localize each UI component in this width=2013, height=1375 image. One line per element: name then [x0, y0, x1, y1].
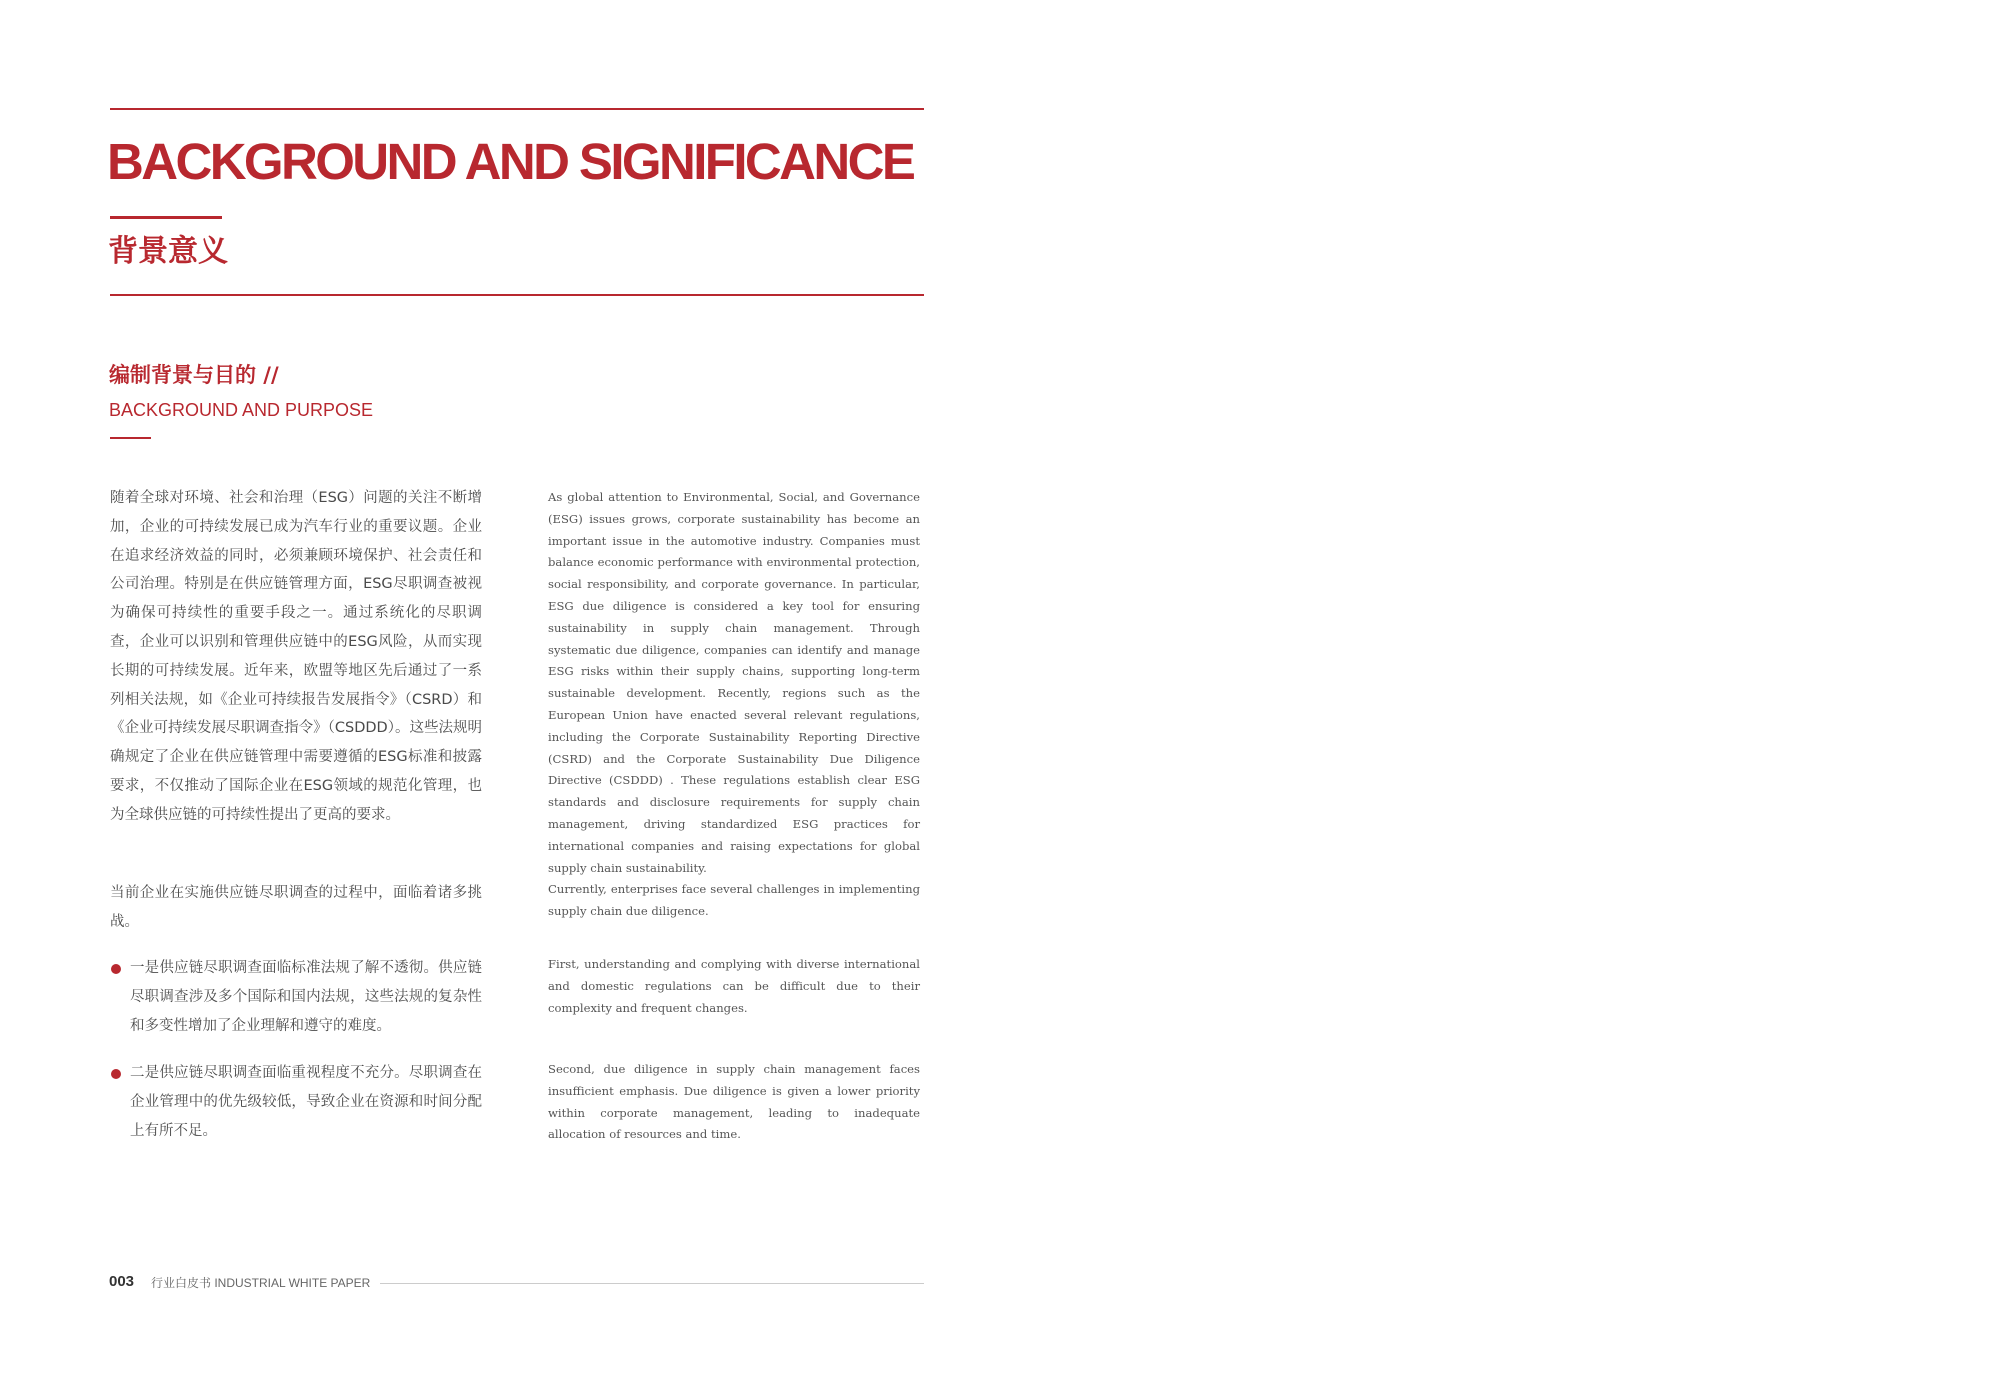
page-subtitle-cn: 背景意义 [108, 234, 228, 269]
footer-label: 行业白皮书 INDUSTRIAL WHITE PAPER [151, 1276, 371, 1290]
bullet-dot [111, 964, 121, 974]
intro-paragraph-en: As global attention to Environmental, Social, and Governance (ESG) issues grows, corporate sustainability has become an important issue in the automotive industry. Companies must balance economic performance with environmental protection, social responsibility, and corporate governance. In particular, ESG due diligence is considered a key tool for ensuring sustainability in supply chain management. Through systematic due diligence, companies can identify and manage ESG risks within their supply chains, supporting long-term sustainable development. Recently, regions such as the European Union have enacted several relevant regulations, including the Corporate Sustainability Reporting Directive (CSRD) and the Corporate Sustainability Due Diligence Directive (CSDDD) . These regulations establish clear ESG standards and disclosure requirements for supply chain management, driving standardized ESG practices for international companies and raising expectations for global supply chain sustainability. [548, 490, 920, 875]
challenges-paragraph-cn: 当前企业在实施供应链尽职调查的过程中，面临着诸多挑战。 [110, 885, 482, 930]
bullet-1-cn: 一是供应链尽职调查面临标准法规了解不透彻。供应链尽职调查涉及多个国际和国内法规，这些法规的复杂性和多变性增加了企业理解和遵守的难度。 [130, 960, 482, 1034]
footer-rule [380, 1283, 924, 1284]
section-title-en: BACKGROUND AND PURPOSE [109, 400, 374, 420]
section-underline [110, 437, 151, 439]
bullet-1-en: First, understanding and complying with diverse international and domestic regulations can be difficult due to their complexity and frequent changes. [548, 957, 920, 1015]
intro-paragraph-cn: 随着全球对环境、社会和治理（ESG）问题的关注不断增加，企业的可持续发展已成为汽车行业的重要议题。企业在追求经济效益的同时，必须兼顾环境保护、社会责任和公司治理。特别是在供应链管理方面，ESG尽职调查被视为确保可持续性的重要手段之一。通过系统化的尽职调查，企业可以识别和管理供应链中的ESG风险，从而实现长期的可持续发展。近年来，欧盟等地区先后通过了一系列相关法规，如《企业可持续报告发展指令》（CSRD）和《企业可持续发展尽职调查指令》（CSDDD）。这些法规明确规定了企业在供应链管理中需要遵循的ESG标准和披露要求，不仅推动了国际企业在ESG领域的规范化管理，也为全球供应链的可持续性提出了更高的要求。 [110, 490, 482, 823]
bullet-2-cn: 二是供应链尽职调查面临重视程度不充分。尽职调查在企业管理中的优先级较低，导致企业在资源和时间分配上有所不足。 [130, 1065, 482, 1139]
top-rule [110, 108, 924, 110]
header-bottom-rule [110, 294, 924, 296]
page-title: BACKGROUND AND SIGNIFICANCE [107, 133, 914, 190]
bullet-2-en: Second, due diligence in supply chain management faces insufficient emphasis. Due diligence is given a lower priority within corporate management, leading to inadequate allocation of resources and time. [548, 1062, 920, 1142]
section-title-cn: 编制背景与目的 // [109, 363, 279, 387]
title-underline [110, 216, 222, 219]
bullet-dot [111, 1069, 121, 1079]
challenges-paragraph-en: Currently, enterprises face several challenges in implementing supply chain due diligence. [548, 882, 920, 918]
page-number: 003 [109, 1273, 135, 1290]
